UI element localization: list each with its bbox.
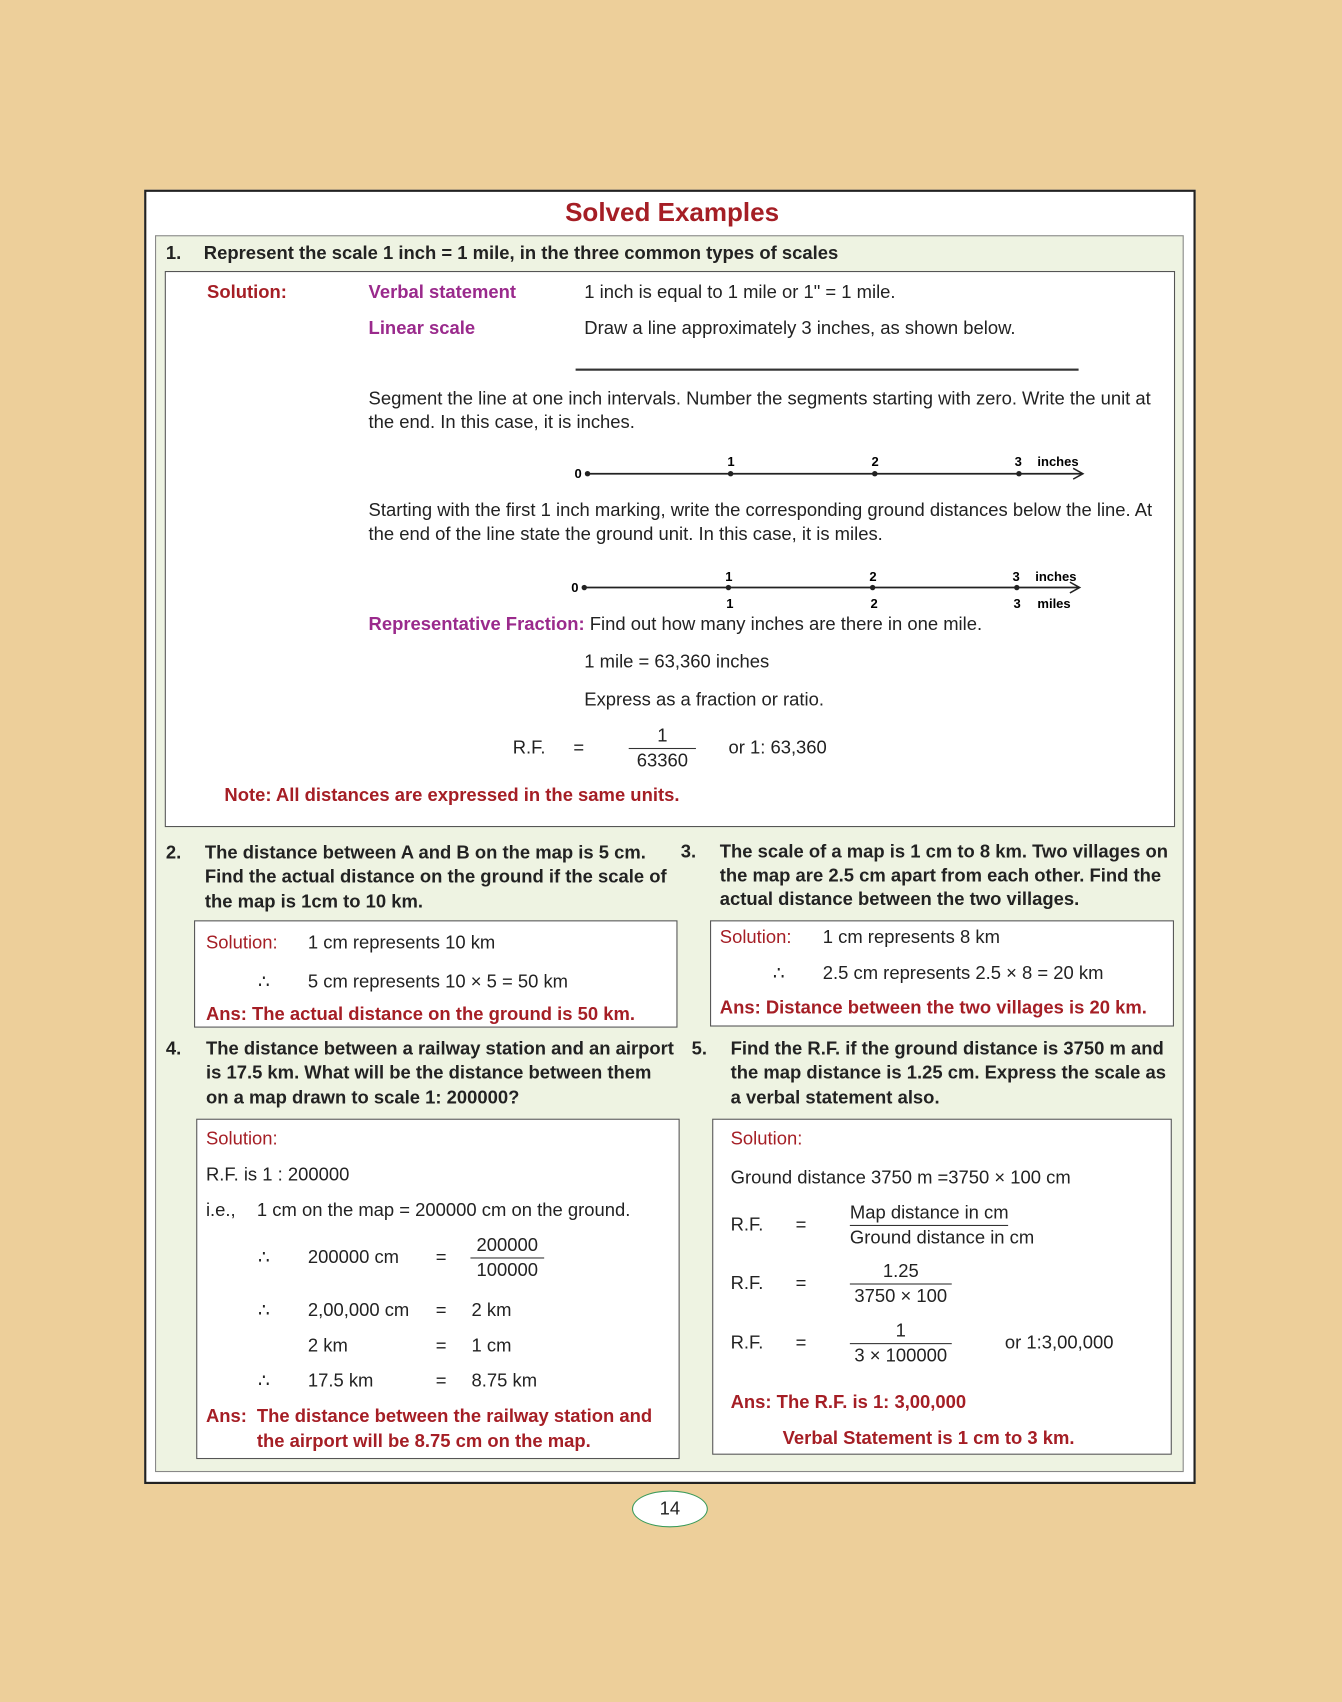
scale2-bottom-label: 1 xyxy=(726,596,734,612)
q5-number: 5. xyxy=(691,1038,707,1060)
therefore-icon: ∴ xyxy=(257,1370,270,1391)
fraction-numerator: 1 xyxy=(629,724,696,749)
q1-solution-label: Solution: xyxy=(207,281,287,303)
tick-0 xyxy=(582,585,587,590)
q5-answer-line: Verbal Statement is 1 cm to 3 km. xyxy=(782,1427,1075,1449)
q4-r2-left: 2,00,000 cm xyxy=(307,1299,410,1321)
q4-ie-label: i.e., xyxy=(205,1199,236,1221)
q4-ie-text: 1 cm on the map = 200000 cm on the ground. xyxy=(256,1199,631,1221)
tick-2 xyxy=(870,585,875,590)
fraction-denominator: 3 × 100000 xyxy=(854,1345,948,1366)
q4-question-line: is 17.5 km. What will be the distance between them xyxy=(205,1062,652,1083)
q4-answer-line: the airport will be 8.75 cm on the map. xyxy=(256,1430,591,1452)
scale2-top-label: 3 xyxy=(1012,569,1020,585)
scale1-zero: 0 xyxy=(574,466,582,482)
q3-question-line: actual distance between the two villages. xyxy=(719,888,1080,910)
equals-sign: = xyxy=(435,1246,447,1268)
q2-step2: 5 cm represents 10 × 5 = 50 km xyxy=(307,971,569,992)
q4-solution-label: Solution: xyxy=(205,1128,278,1150)
q5-fraction-result xyxy=(850,1319,952,1368)
q4-r4-left: 17.5 km xyxy=(307,1370,374,1391)
scale2-top-label: 1 xyxy=(725,569,733,585)
q3-answer: Ans: Distance between the two villages is 20 km. xyxy=(719,997,1147,1018)
equals-sign: = xyxy=(573,737,585,758)
q2-question-line: Find the actual distance on the ground if the scale of xyxy=(204,866,667,887)
q4-question-line: The distance between a railway station and an airport xyxy=(205,1038,674,1060)
fraction-denominator: 3750 × 100 xyxy=(854,1285,948,1307)
q4-r3-left: 2 km xyxy=(307,1335,348,1357)
scale2-zero: 0 xyxy=(571,579,579,596)
rf-fraction xyxy=(629,724,696,773)
linear-scale-label: Linear scale xyxy=(368,317,476,339)
q2-question-line: the map is 1cm to 10 km. xyxy=(204,891,424,912)
page-number-text: 14 xyxy=(659,1498,681,1519)
fraction-numerator: 200000 xyxy=(470,1234,544,1259)
therefore-icon: ∴ xyxy=(772,962,785,984)
tick-1 xyxy=(726,585,731,590)
plain-line xyxy=(576,369,1079,371)
scale2-bottom-label: 2 xyxy=(870,596,878,612)
q5-question-line: Find the R.F. if the ground distance is 3750 m and xyxy=(730,1038,1164,1060)
scale1-tick-label: 3 xyxy=(1014,454,1022,470)
scale2-bottom-label: 3 xyxy=(1013,596,1021,612)
equals-sign: = xyxy=(435,1335,447,1357)
q5-solution-label: Solution: xyxy=(730,1128,803,1150)
q4-fraction xyxy=(470,1234,544,1283)
q3-step2: 2.5 cm represents 2.5 × 8 = 20 km xyxy=(822,962,1104,984)
scale2-unit-top: inches xyxy=(1035,569,1077,585)
equals-sign: = xyxy=(795,1214,807,1235)
q1-note: Note: All distances are expressed in the same units. xyxy=(224,784,680,806)
fraction-denominator: 100000 xyxy=(476,1259,539,1281)
q3-question-line: the map are 2.5 cm apart from each other. Find the xyxy=(719,865,1162,886)
q3-step1: 1 cm represents 8 km xyxy=(822,926,1000,948)
q5-fraction-definition xyxy=(850,1201,1034,1250)
rf-line xyxy=(369,612,983,636)
q3-solution-label: Solution: xyxy=(719,926,792,948)
page-number xyxy=(632,1491,708,1528)
q5-rf-label: R.F. xyxy=(730,1332,764,1353)
q4-r2-right: 2 km xyxy=(471,1299,512,1321)
q2-number: 2. xyxy=(165,842,182,863)
equals-sign: = xyxy=(435,1370,447,1391)
rf-label: Representative Fraction: xyxy=(368,613,585,635)
tick-3 xyxy=(1016,471,1021,476)
ground-paragraph: Starting with the first 1 inch marking, write the corresponding ground distances below the line. At the end of the line state the ground unit. In this case, it is miles. xyxy=(368,499,1153,545)
q3-number: 3. xyxy=(680,841,697,862)
therefore-icon: ∴ xyxy=(257,1299,270,1321)
rf-label-text: R.F. xyxy=(512,737,546,758)
q3-question-line: The scale of a map is 1 cm to 8 km. Two villages on xyxy=(719,841,1169,862)
tick-1 xyxy=(728,471,733,476)
q4-rf-line: R.F. is 1 : 200000 xyxy=(205,1164,350,1185)
q5-fraction-values xyxy=(850,1260,952,1309)
tick-3 xyxy=(1014,585,1019,590)
q2-answer: Ans: The actual distance on the ground is 50 km. xyxy=(205,1003,636,1025)
segment-paragraph: Segment the line at one inch intervals. Number the segments starting with zero. Write the unit at the end. In this case, it is inches. xyxy=(368,388,1151,433)
q4-r3-right: 1 cm xyxy=(471,1335,512,1357)
rf-ratio: or 1: 63,360 xyxy=(728,737,827,758)
q1-question: Represent the scale 1 inch = 1 mile, in the three common types of scales xyxy=(203,242,839,264)
q2-step1: 1 cm represents 10 km xyxy=(307,932,496,953)
equals-sign: = xyxy=(435,1299,447,1321)
q5-rf-label: R.F. xyxy=(730,1272,764,1294)
fraction-denominator: Ground distance in cm xyxy=(849,1227,1035,1248)
linear-scale-inches xyxy=(564,450,1106,493)
q5-question-line: a verbal statement also. xyxy=(730,1087,940,1108)
q5-rf-label: R.F. xyxy=(730,1214,764,1235)
scale2-top-label: 2 xyxy=(869,569,877,585)
q2-solution-label: Solution: xyxy=(205,932,278,953)
scale1-tick-label: 2 xyxy=(871,454,879,470)
tick-0 xyxy=(585,471,590,476)
q4-answer-label: Ans: xyxy=(205,1405,247,1427)
equals-sign: = xyxy=(795,1332,807,1353)
q4-answer-line: The distance between the railway station and xyxy=(256,1405,653,1427)
fraction-denominator: 63360 xyxy=(636,750,688,771)
scale1-unit: inches xyxy=(1037,454,1079,470)
q4-question-line: on a map drawn to scale 1: 200000? xyxy=(205,1087,520,1108)
scale2-unit-bottom: miles xyxy=(1037,596,1071,612)
equals-sign: = xyxy=(795,1272,807,1294)
q5-ground: Ground distance 3750 m =3750 × 100 cm xyxy=(730,1167,1071,1189)
scale1-tick-label: 1 xyxy=(727,454,735,470)
q5-question-line: the map distance is 1.25 cm. Express the scale as xyxy=(730,1062,1166,1083)
therefore-icon: ∴ xyxy=(257,1246,270,1268)
express-text: Express as a fraction or ratio. xyxy=(584,689,824,711)
verbal-statement-label: Verbal statement xyxy=(368,281,517,303)
q4-number: 4. xyxy=(165,1038,182,1060)
mile-equation: 1 mile = 63,360 inches xyxy=(584,651,770,673)
q4-r4-right: 8.75 km xyxy=(471,1370,538,1391)
rf-text: Find out how many inches are there in one mile. xyxy=(589,613,983,635)
tick-2 xyxy=(872,471,877,476)
fraction-numerator: 1.25 xyxy=(850,1260,952,1285)
q2-question-line: The distance between A and B on the map is 5 cm. xyxy=(204,842,646,863)
q4-r1-left: 200000 cm xyxy=(307,1246,400,1268)
verbal-statement-text: 1 inch is equal to 1 mile or 1" = 1 mile. xyxy=(584,281,896,303)
fraction-numerator: Map distance in cm xyxy=(850,1201,1009,1226)
fraction-numerator: 1 xyxy=(850,1319,952,1344)
page-title: Solved Examples xyxy=(565,198,780,228)
q5-ratio: or 1:3,00,000 xyxy=(1004,1332,1114,1353)
linear-scale-text: Draw a line approximately 3 inches, as shown below. xyxy=(584,317,1016,339)
therefore-icon: ∴ xyxy=(257,971,270,992)
q5-answer-line: Ans: The R.F. is 1: 3,00,000 xyxy=(730,1391,967,1413)
q1-number: 1. xyxy=(165,242,182,264)
